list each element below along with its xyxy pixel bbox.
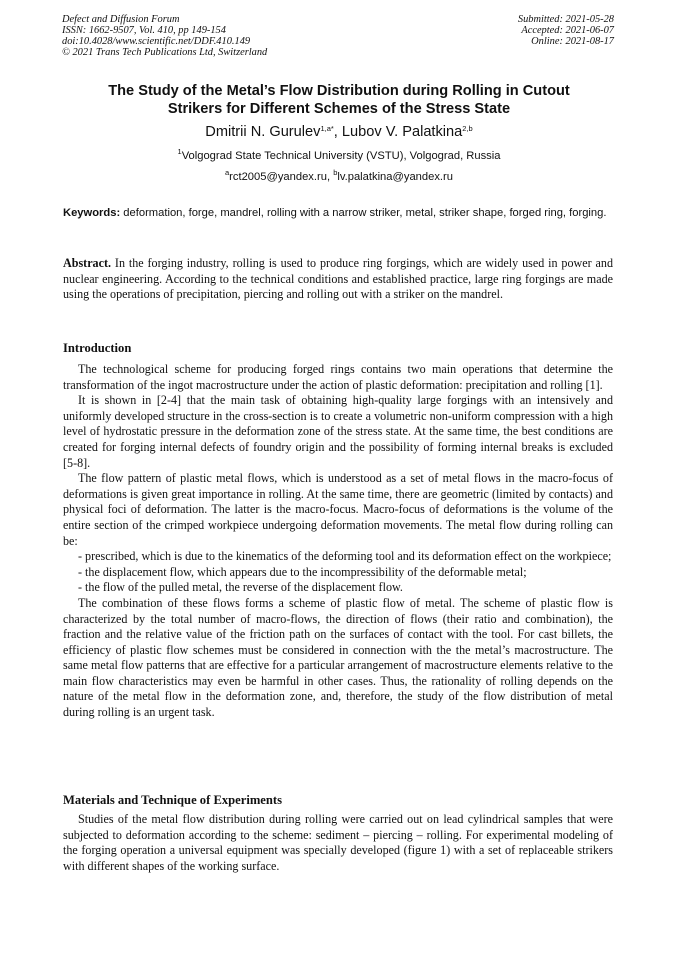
date-online: Online: 2021-08-17 bbox=[531, 36, 614, 47]
list-item: - the flow of the pulled metal, the reverse of the displacement flow. bbox=[78, 580, 403, 595]
paragraph: The technological scheme for producing forged rings contains two main operations that determine the transformation of the ingot macrostructure under the action of plastic deformation: precipitation and rolling [1]. bbox=[63, 362, 613, 392]
author-separator: , bbox=[333, 124, 342, 140]
journal-issn: ISSN: 1662-9507, Vol. 410, pp 149-154 bbox=[62, 25, 226, 36]
email-separator: , bbox=[326, 171, 334, 183]
list-item: - prescribed, which is due to the kinematics of the deforming tool and its deformation effect on the workpiece; bbox=[78, 549, 612, 564]
paper-title bbox=[60, 82, 618, 118]
author-affil-mark: 1,a* bbox=[320, 124, 334, 133]
materials-body bbox=[63, 812, 613, 874]
list-item: - the displacement flow, which appears due to the incompressibility of the deformable metal; bbox=[78, 564, 527, 579]
title-line: Strikers for Different Schemes of the Stress State bbox=[167, 101, 511, 117]
author-emails bbox=[60, 169, 618, 185]
date-submitted: Submitted: 2021-05-28 bbox=[517, 14, 614, 25]
affiliation-mark: 1 bbox=[177, 147, 182, 156]
author-name: Dmitrii N. Gurulev bbox=[205, 124, 321, 140]
affiliation bbox=[60, 148, 618, 164]
affiliation-text: Volgograd State Technical University (VSTU), Volgograd, Russia bbox=[181, 150, 501, 162]
paragraph: The combination of these flows forms a scheme of plastic flow of metal. The scheme of plastic flow is characterized by the total number of macro-flows, the direction of flows (their ratio and combination), the fraction and the relative value of the friction path on the surfaces of contact with the tool. For cast billets, the efficiency of plastic flow schemes must be considered in connection with the the metal’s macrostructure. The same metal flow patterns that are effective for a particular arrangement of macrostructure elements relative to the main flow characteristics may even be harmful in other cases. Thus, the rationality of rolling depends on the nature of the metal flow in the deformation zone, and, therefore, the study of the flow distribution of metal during rolling is an urgent task. bbox=[63, 595, 613, 720]
abstract-text: In the forging industry, rolling is used to produce ring forgings, which are widely used in power and nuclear engineering. According to the technical conditions and established practice, large ring forgings are made using the operations of precipitation, piercing and rolling out with a striker on the mandrel. bbox=[63, 256, 613, 302]
journal-copyright: © 2021 Trans Tech Publications Ltd, Switzerland bbox=[62, 47, 268, 58]
title-line: The Study of the Metal’s Flow Distribution during Rolling in Cutout bbox=[108, 83, 570, 99]
email-mark: a bbox=[224, 168, 230, 177]
journal-name: Defect and Diffusion Forum bbox=[62, 14, 180, 25]
date-accepted: Accepted: 2021-06-07 bbox=[521, 25, 614, 36]
publication-dates bbox=[518, 14, 614, 47]
author-affil-mark: 2,b bbox=[462, 124, 473, 133]
abstract bbox=[63, 256, 613, 303]
section-heading-materials: Materials and Technique of Experiments bbox=[63, 793, 283, 807]
email-link[interactable]: lv.palatkina@yandex.ru bbox=[337, 171, 453, 183]
email-mark: b bbox=[333, 168, 338, 177]
keywords bbox=[63, 206, 613, 222]
journal-info bbox=[62, 14, 267, 58]
author-name: Lubov V. Palatkina bbox=[341, 124, 463, 140]
email-link[interactable]: rct2005@yandex.ru bbox=[229, 171, 327, 183]
keywords-label: Keywords: bbox=[63, 207, 121, 219]
section-heading-introduction: Introduction bbox=[63, 341, 132, 355]
abstract-label: Abstract. bbox=[63, 256, 112, 270]
paragraph: The flow pattern of plastic metal flows, which is understood as a set of metal flows in the macro-focus of deformations is given great importance in rolling. At the same time, there are geometric (limited by contacts) and physical foci of deformation. The latter is the macro-focus. Macro-focus of deformations is the volume of the entire section of the crimped workpiece undergoing deformation movements. The metal flow during rolling can be: bbox=[63, 471, 613, 548]
paragraph: Studies of the metal flow distribution during rolling were carried out on lead cylindrical samples that were subjected to deformation according to the scheme: sediment – piercing – rolling. For experimental modeling of the forging operation a universal equipment was specially developed (figure 1) with a set of replaceable strikers with different shapes of the working surface. bbox=[63, 812, 613, 873]
keywords-text: deformation, forge, mandrel, rolling with a narrow striker, metal, striker shape, forged ring, forging. bbox=[120, 207, 607, 219]
introduction-body bbox=[63, 362, 613, 721]
journal-doi[interactable]: doi:10.4028/www.scientific.net/DDF.410.149 bbox=[62, 36, 251, 47]
paragraph: It is shown in [2-4] that the main task of obtaining high-quality large forgings with an intensively and uniformly developed structure in the cross-section is to create a volumetric non-uniform compression with a high level of hydrostatic pressure in the deformation zone of the stress state. At the same time, the best conditions are created for forging internal defects of foundry origin and the possibility of forming internal breaks is excluded [5-8]. bbox=[63, 393, 613, 470]
author-list bbox=[60, 122, 618, 142]
